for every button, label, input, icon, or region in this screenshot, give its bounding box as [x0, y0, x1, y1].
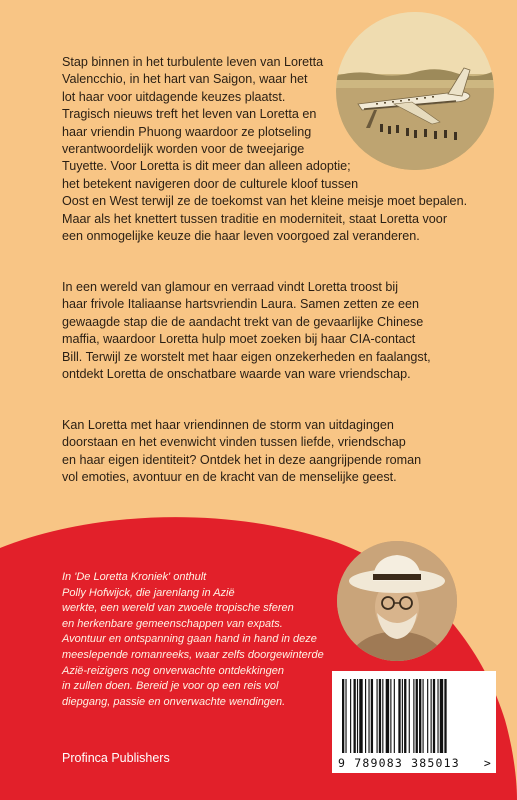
barcode-bar	[433, 679, 435, 753]
barcode-bar	[440, 679, 443, 753]
barcode-bar	[427, 679, 428, 753]
blurb-line: Kan Loretta met haar vriendinnen de storm van uitdagingen	[62, 418, 394, 432]
barcode-bar	[354, 679, 356, 753]
barcode-bar	[357, 679, 358, 753]
barcode-bar	[402, 679, 403, 753]
blurb-line: verantwoordelijk worden voor de tweejarige	[62, 142, 305, 157]
barcode-bar	[419, 679, 421, 753]
barcode-bar	[382, 679, 383, 753]
barcode-bar	[345, 679, 346, 753]
barcode-bar	[444, 679, 446, 753]
isbn-digits: 9 789083 385013	[338, 756, 460, 770]
barcode-bar	[416, 679, 418, 753]
blurb-line: en haar eigen identiteit? Ontdek het in deze aangrijpende roman	[62, 452, 422, 467]
bio-line: meeslepende romanreeks, waar zelfs doorgewinterde	[62, 648, 324, 661]
publisher-name: Profinca Publishers	[62, 751, 170, 765]
blurb-line: doorstaan en het evenwicht vinden tussen liefde, vriendschap	[62, 435, 406, 450]
barcode-bar	[413, 679, 414, 753]
bio-line: In 'De Loretta Kroniek' onthult	[62, 571, 207, 583]
blurb-line: Valencchio, in het hart van Saigon, waar het	[62, 72, 308, 87]
isbn-number	[338, 756, 492, 770]
barcode-bar	[365, 679, 366, 753]
blurb-paragraph-1	[62, 54, 467, 245]
blurb-line: haar frivole Italiaanse hartsvriendin Laura. Samen zetten ze een	[62, 297, 420, 312]
barcode-bar	[390, 679, 391, 753]
blurb-line: Tragisch nieuws treft het leven van Loretta en	[62, 107, 317, 122]
bio-line: en herkenbare gemeenschappen van expats.	[62, 617, 283, 630]
blurb-line: Oost en West terwijl ze de toekomst van het kleine meisje moet bepalen.	[62, 194, 468, 209]
isbn-barcode	[332, 671, 496, 773]
blurb-line: Stap binnen in het turbulente leven van Loretta	[62, 55, 324, 69]
blurb-line: ontdekt Loretta de onschatbare waarde van ware vriendschap.	[62, 367, 411, 382]
blurb-paragraph-3	[62, 417, 467, 487]
blurb-line: Bill. Terwijl ze worstelt met haar eigen onzekerheden en faalangst,	[62, 349, 431, 364]
bio-line: Azië-reizigers nog onverwachte ontdekkingen	[62, 664, 284, 677]
blurb-line: maffia, waardoor Loretta hulp moet zoeken bij haar CIA-contact	[62, 332, 416, 347]
isbn-arrow: >	[483, 756, 492, 770]
barcode-bar	[398, 679, 400, 753]
barcode-bar	[379, 679, 381, 753]
author-bio	[62, 570, 352, 710]
bio-line: diepgang, passie en onverwachte wendingen.	[62, 695, 286, 708]
blurb-line: vol emoties, avontuur en de kracht van de menselijke geest.	[62, 470, 397, 485]
barcode-bar	[371, 679, 373, 753]
bio-line: werkte, een wereld van zwoele tropische sferen	[62, 602, 294, 615]
blurb-line: het betekent navigeren door de culturele kloof tussen	[62, 176, 359, 191]
blurb-line: Tuyette. Voor Loretta is dit meer dan alleen adoptie;	[62, 159, 351, 174]
barcode-bar	[377, 679, 378, 753]
barcode-bar	[342, 679, 344, 753]
barcode-bar	[394, 679, 395, 753]
barcode-bar	[423, 679, 424, 753]
bio-line: Avontuur en ontspanning gaan hand in hand in deze	[62, 633, 317, 646]
blurb-line: gewaagde stap die de aandacht trekt van de gevaarlijke Chinese	[62, 314, 424, 329]
blurb-line: een onmogelijke keuze die haar leven voorgoed zal veranderen.	[62, 229, 420, 244]
barcode-bar	[368, 679, 369, 753]
barcode-bar	[359, 679, 362, 753]
bio-line: in zullen doen. Bereid je voor op een reis vol	[62, 680, 279, 693]
barcode-bars	[340, 679, 488, 755]
blurb-line: haar vriendin Phuong waardoor ze plotseling	[62, 124, 312, 139]
barcode-bar	[437, 679, 438, 753]
barcode-bar	[431, 679, 432, 753]
barcode-bar	[404, 679, 406, 753]
barcode-bar	[386, 679, 389, 753]
bio-line: Polly Hofwijck, die jarenlang in Azië	[62, 586, 235, 599]
blurb-paragraph-2	[62, 279, 467, 383]
barcode-bar	[350, 679, 351, 753]
author-portrait-photo	[337, 541, 457, 661]
blurb-line: Maar als het knettert tussen traditie en moderniteit, staat Loretta voor	[62, 211, 448, 226]
blurb-line: In een wereld van glamour en verraad vindt Loretta troost bij	[62, 280, 399, 294]
barcode-bar	[409, 679, 410, 753]
blurb-line: lot haar voor uitdagende keuzes plaatst.	[62, 89, 286, 104]
